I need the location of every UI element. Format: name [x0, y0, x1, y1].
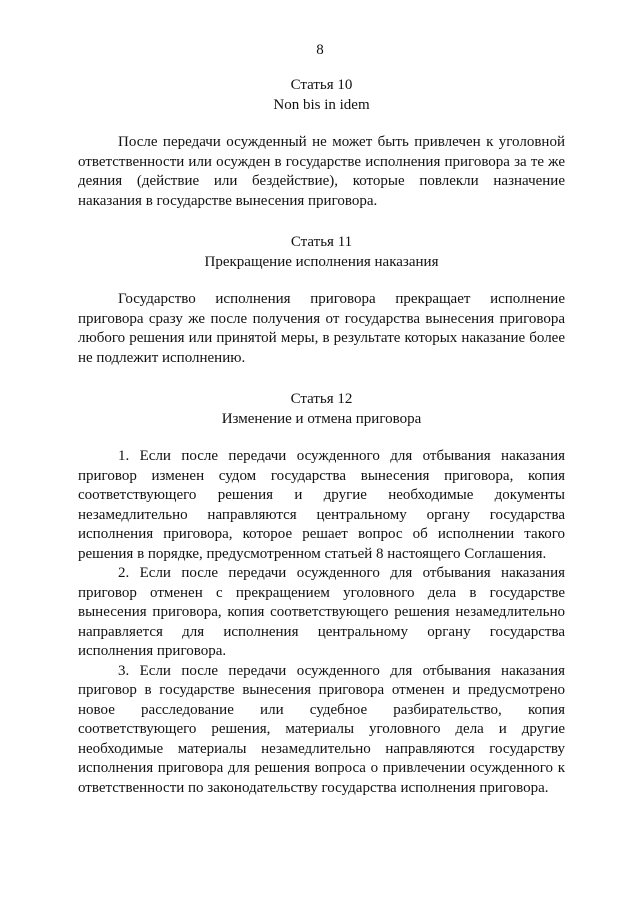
article-title: Изменение и отмена приговора — [221, 410, 422, 427]
article-10 — [78, 76, 565, 211]
article-number: Статья 10 — [290, 77, 353, 93]
paragraph-3: 3. Если после передачи осужденного для отбывания наказания приговор в государстве вынесения приговора отменен и предусмотрено новое расследование или судебное разбирательство, копия соответствующего решения, материалы уголовного дела и другие необходимые материалы незамедлительно направляются государству исполнения приговора для решения вопроса о привлечении осужденного к ответственности по законодательству государства исполнения приговора. — [78, 662, 565, 796]
page-number: 8 — [316, 42, 324, 58]
article-text — [78, 133, 565, 211]
article-heading — [78, 76, 565, 115]
article-number: Статья 11 — [290, 234, 353, 250]
article-title: Прекращение исполнения наказания — [204, 253, 439, 270]
article-heading — [78, 390, 565, 429]
paragraph-2: 2. Если после передачи осужденного для отбывания наказания приговор отменен с прекращением уголовного дела в государстве вынесения приговора, копия соответствующего решения незамедлительно направляется для исполнения центральному органу государства исполнения приговора. — [78, 565, 565, 659]
article-11 — [78, 233, 565, 368]
article-text — [78, 290, 565, 368]
paragraph-1: 1. Если после передачи осужденного для отбывания наказания приговор изменен судом государства вынесения приговора, копия соответствующего решения и другие необходимые документы незамедлительно направляются центральному органу государства исполнения приговора, которое решает вопрос об исполнении такого решения в порядке, предусмотренном статьей 8 настоящего Соглашения. — [78, 448, 565, 562]
article-number: Статья 12 — [290, 391, 353, 407]
article-12 — [78, 390, 565, 798]
document-body — [78, 76, 565, 798]
article-heading — [78, 233, 565, 272]
article-title: Non bis in idem — [273, 96, 370, 113]
article-text — [78, 447, 565, 798]
paragraph: После передачи осужденный не может быть привлечен к уголовной ответственности или осужден в государстве исполнения приговора за те же деяния (действие или бездействие), которые повлекли назначение наказания в государстве вынесения приговора. — [78, 134, 565, 209]
paragraph: Государство исполнения приговора прекращает исполнение приговора сразу же после получения от государства вынесения приговора любого решения или принятой меры, в результате которых наказание более не подлежит исполнению. — [78, 291, 565, 366]
